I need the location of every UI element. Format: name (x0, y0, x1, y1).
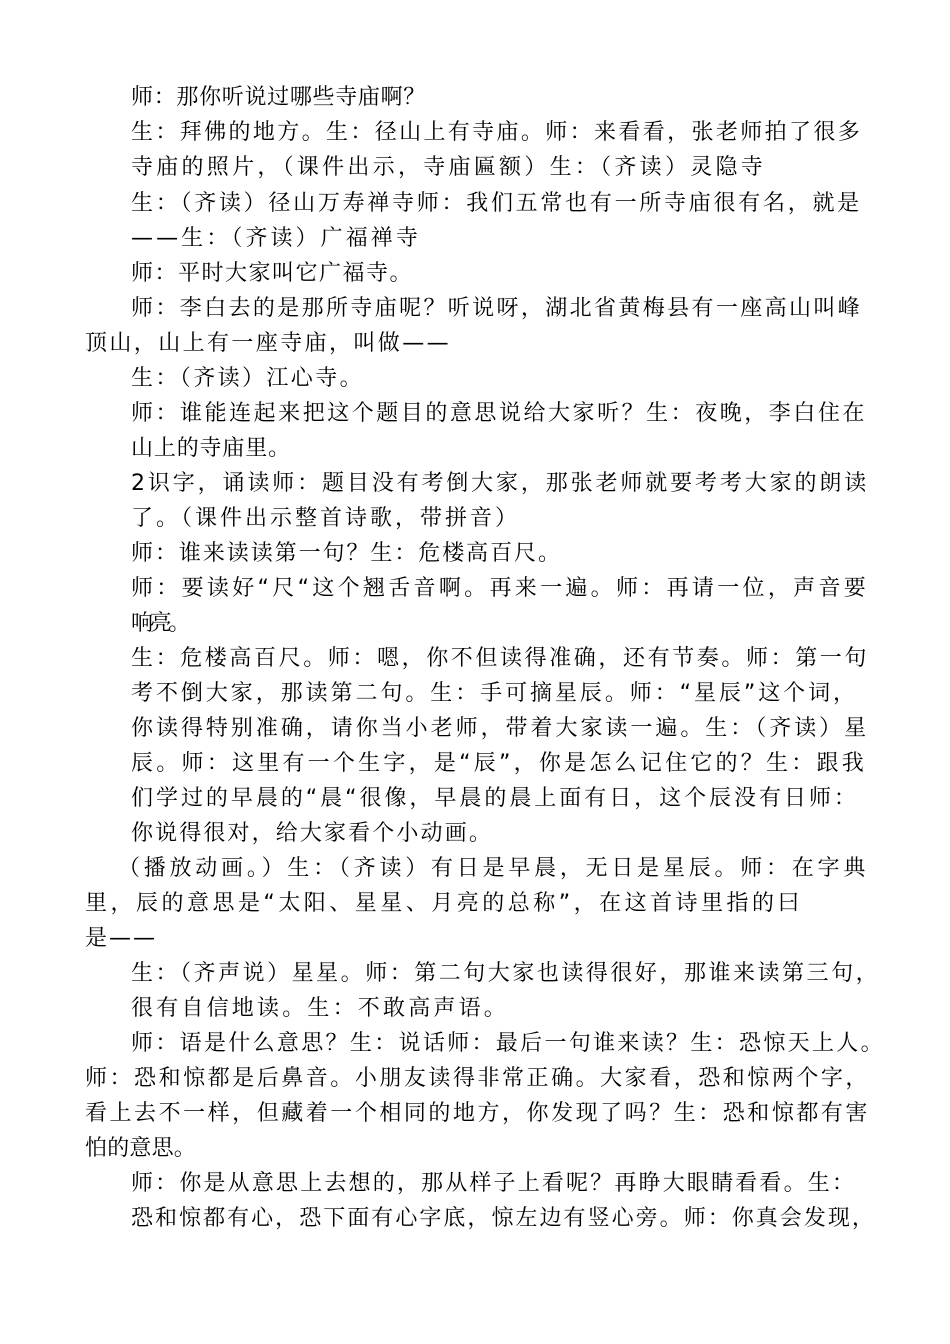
text-line: 怕的意思。 (85, 1136, 197, 1161)
text-line: 是—— (85, 926, 157, 951)
text-line: 师：平时大家叫它广福寺。 (131, 261, 414, 286)
text-line: 顶山，山上有一座寺庙，叫做—— (85, 331, 452, 356)
text-line: 考不倒大家，那读第二句。生：手可摘星辰。师：“星辰”这个词， (131, 681, 858, 706)
text-line: 里，辰的意思是“太阳、星星、月亮的总称”，在这首诗里指的曰 (85, 891, 804, 916)
text-line: 师：谁来读读第一句？生：危楼高百尺。 (131, 541, 562, 566)
text-line: 你读得特别准确，请你当小老师，带着大家读一遍。生：（齐读）星 (131, 716, 870, 741)
text-line: 恐和惊都有心，恐下面有心字底，惊左边有竖心旁。师：你真会发现， (131, 1206, 876, 1231)
text-line: 生：（齐读）径山万寿禅寺师：我们五常也有一所寺庙很有名，就是 (131, 191, 862, 216)
text-line: 师：语是什么意思？生：说话师：最后一句谁来读？生：恐惊天上人。 (131, 1031, 885, 1056)
text-line: 生：（齐读）江心寺。 (131, 366, 365, 391)
text-line: 生：拜佛的地方。生：径山上有寺庙。师：来看看，张老师拍了很多 (131, 120, 863, 145)
text-line: 师：要读好“尺“这个翘舌音啊。再来一遍。师：再请一位，声音要 (131, 576, 870, 601)
text-line: 山上的寺庙里。 (131, 436, 291, 461)
text-line: 师：你是从意思上去想的，那从样子上看呢？再睁大眼睛看看。生： (131, 1171, 857, 1196)
text-line: 生：危楼高百尺。师：嗯，你不但读得准确，还有节奏。师：第一句 (131, 646, 870, 671)
text-line: 很有自信地读。生：不敢高声语。 (131, 996, 510, 1021)
text-line: 师：那你听说过哪些寺庙啊？ (131, 85, 426, 110)
text-line: 辰。师：这里有一个生字，是“辰”，你是怎么记住它的？生：跟我 (131, 751, 867, 776)
text-line: 你说得很对，给大家看个小动画。 (131, 821, 493, 846)
text-line: 看上去不一样，但藏着一个相同的地方，你发现了吗？生：恐和惊都有害 (85, 1101, 870, 1126)
text-line: 师：恐和惊都是后鼻音。小朋友读得非常正确。大家看，恐和惊两个字， (85, 1066, 870, 1091)
text-line: 生：（齐声说）星星。师：第二句大家也读得很好，那谁来读第三句， (131, 961, 881, 986)
text-line: 2识字，诵读师：题目没有考倒大家，那张老师就要考考大家的朗读 (131, 471, 870, 496)
text-line: 师：谁能连起来把这个题目的意思说给大家听？生：夜晚，李白住在 (131, 401, 867, 426)
text-line: 师：李白去的是那所寺庙呢？听说呀，湖北省黄梅县有一座高山叫峰 (131, 296, 863, 321)
text-line: （播放动画。）生：（齐读）有日是早晨，无日是星辰。师：在字典 (118, 856, 870, 881)
text-line: 响亮。 (131, 611, 187, 636)
text-line: 寺庙的照片，（课件出示，寺庙匾额）生：（齐读）灵隐寺 (131, 155, 767, 180)
text-line: 们学过的早晨的“晨“很像，早晨的晨上面有日，这个辰没有日师： (131, 786, 859, 811)
text-line: 了。（课件出示整首诗歌，带拼音） (131, 506, 521, 531)
text-line: ——生：（齐读）广福禅寺 (131, 226, 421, 251)
